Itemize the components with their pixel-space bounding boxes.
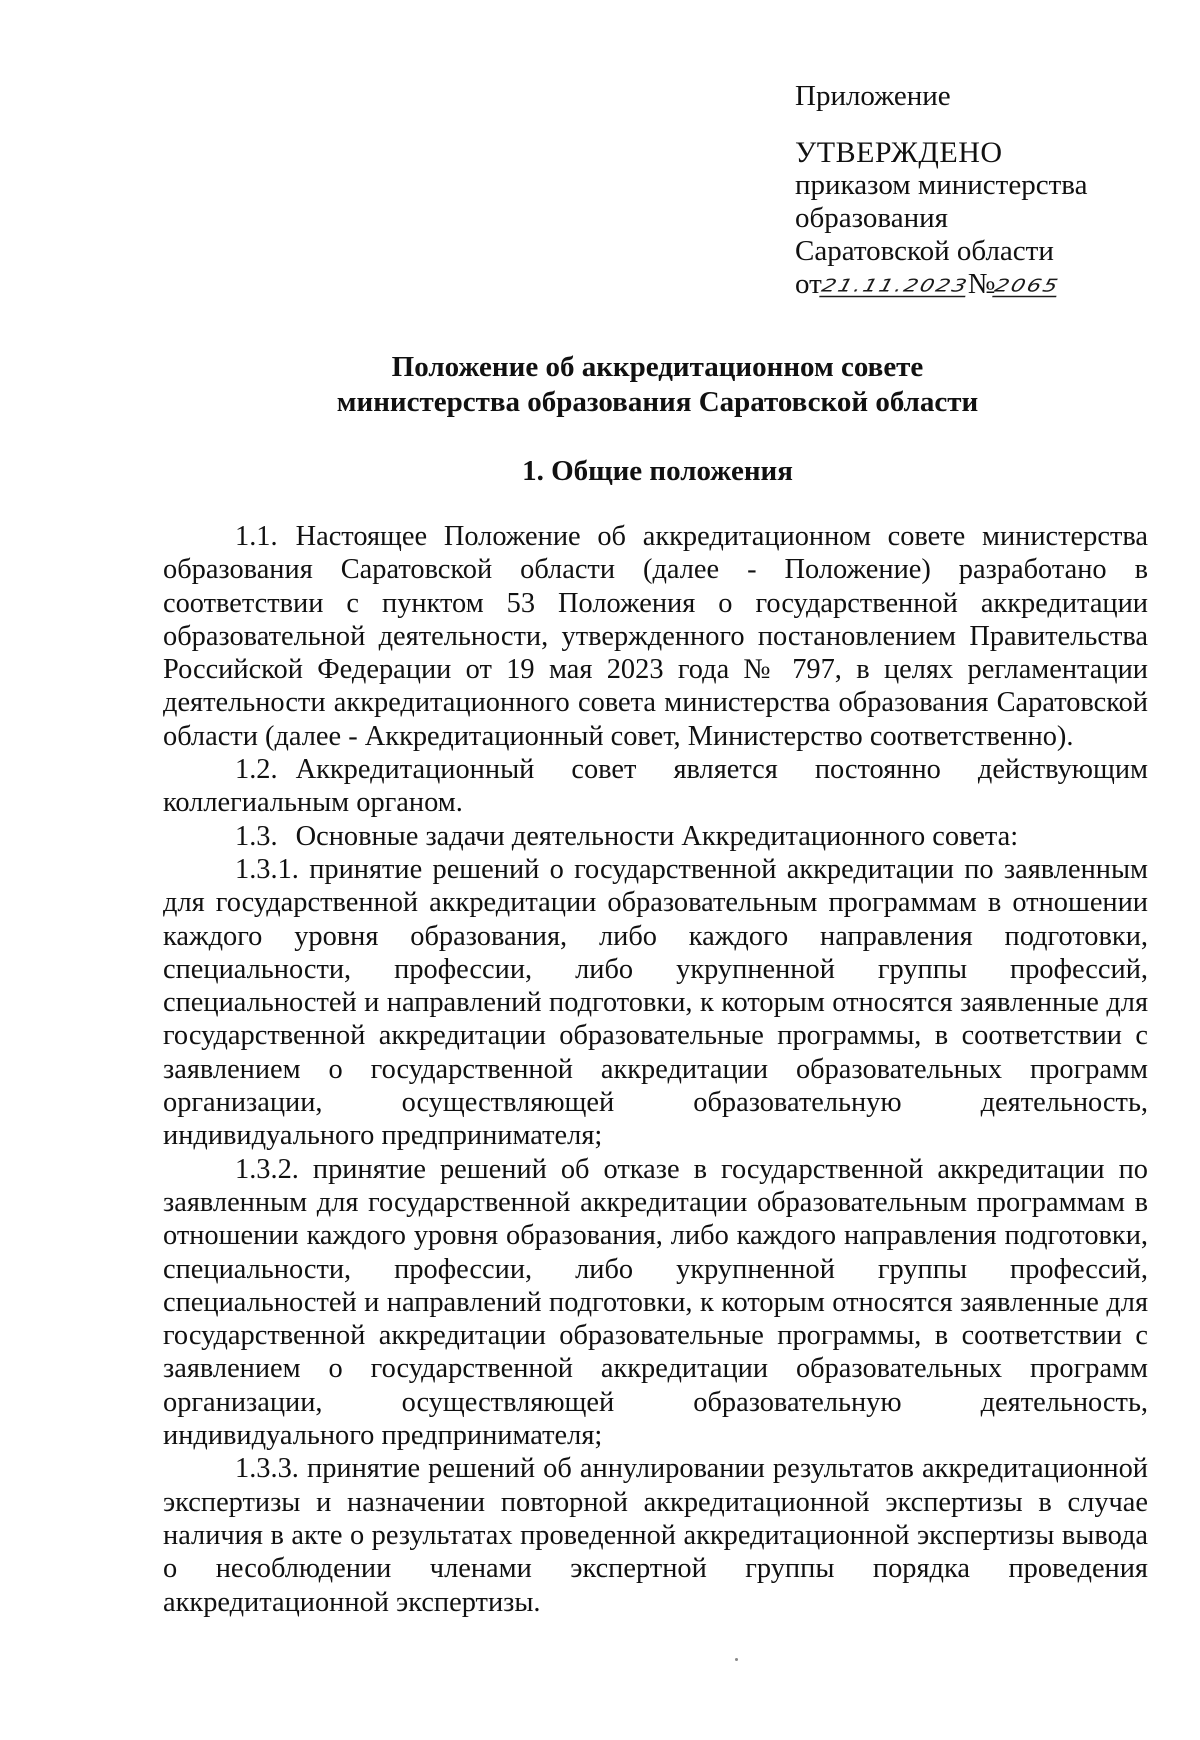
approved-by-line-2: образования — [795, 202, 948, 234]
paragraph-number: 1.2. — [235, 754, 278, 786]
paragraph-text: Настоящее Положение об аккредитационном совете министерства образования Саратовской области (далее - Положение) разработано в соответствии с пунктом 53 Положения о государственной аккредитации образовательной деятельности, утвержденного постановлением Правительства Российской Федерации от 19 мая 2023 года № 797, в целях регламентации деятельности аккредитационного совета министерства образования Саратовской области (далее - Аккредитационный совет, Министерство соответственно). — [163, 521, 1148, 752]
order-number-handwritten: 2065 — [992, 276, 1063, 297]
paragraph-text: принятие решений о государственной аккредитации по заявленным для государственной аккредитации образовательным программам в отношении каждого уровня образования, либо каждого направления подготовки, специальности, профессии, либо укрупненной группы профессий, специальностей и направлений подготовки, к которым относятся заявленные для государственной аккредитации образовательные программы, в соответствии с заявлением о государственной аккредитации образовательных программ организации, осуществляющей образовательную деятельность, индивидуального предпринимателя; — [163, 853, 1148, 1152]
document-title — [160, 350, 1155, 420]
paragraph-1-3-3 — [163, 1452, 1148, 1618]
scan-speck — [735, 1658, 738, 1661]
paragraph-1-1 — [163, 520, 1148, 753]
paragraph-number: 1.3.2. — [235, 1153, 299, 1185]
approval-block — [795, 80, 1175, 303]
approved-by-line-1: приказом министерства — [795, 169, 1088, 201]
appendix-label: Приложение — [795, 80, 951, 112]
paragraph-text: Аккредитационный совет является постоянно действующим коллегиальным органом. — [163, 754, 1148, 819]
paragraph-text: Основные задачи деятельности Аккредитационного совета: — [295, 820, 1019, 852]
order-date-handwritten: 21.11.2023 — [819, 276, 971, 297]
document-body — [163, 520, 1148, 1619]
paragraph-1-3 — [163, 820, 1148, 853]
approved-label: УТВЕРЖДЕНО — [795, 136, 1003, 169]
paragraph-number: 1.3.1. — [235, 853, 299, 885]
paragraph-text: принятие решений об аннулировании результатов аккредитационной экспертизы и назначении повторной аккредитационной экспертизы в случае наличия в акте о результатах проведенной аккредитационной экспертизы вывода о несоблюдении членами экспертной группы порядка проведения аккредитационной экспертизы. — [163, 1453, 1148, 1618]
paragraph-text: принятие решений об отказе в государственной аккредитации по заявленным для государственной аккредитации образовательным программам в отношении каждого уровня образования, либо каждого направления подготовки, специальности, профессии, либо укрупненной группы профессий, специальностей и направлений подготовки, к которым относятся заявленные для государственной аккредитации образовательные программы, в соответствии с заявлением о государственной аккредитации образовательных программ организации, осуществляющей образовательную деятельность, индивидуального предпринимателя; — [163, 1153, 1148, 1452]
paragraph-1-2 — [163, 753, 1148, 820]
order-prefix: от — [795, 268, 822, 300]
document-title-line-1: Положение об аккредитационном совете — [391, 351, 924, 383]
section-title: 1. Общие положения — [522, 455, 793, 487]
order-number-label: № — [967, 268, 996, 300]
document-title-line-2: министерства образования Саратовской области — [336, 386, 979, 418]
paragraph-1-3-2 — [163, 1153, 1148, 1453]
paragraph-number: 1.3. — [235, 820, 278, 852]
approved-by-line-3: Саратовской области — [795, 235, 1054, 267]
order-line — [795, 268, 1175, 303]
paragraph-1-3-1 — [163, 853, 1148, 1153]
paragraph-number: 1.3.3. — [235, 1453, 299, 1485]
paragraph-number: 1.1. — [235, 521, 278, 552]
